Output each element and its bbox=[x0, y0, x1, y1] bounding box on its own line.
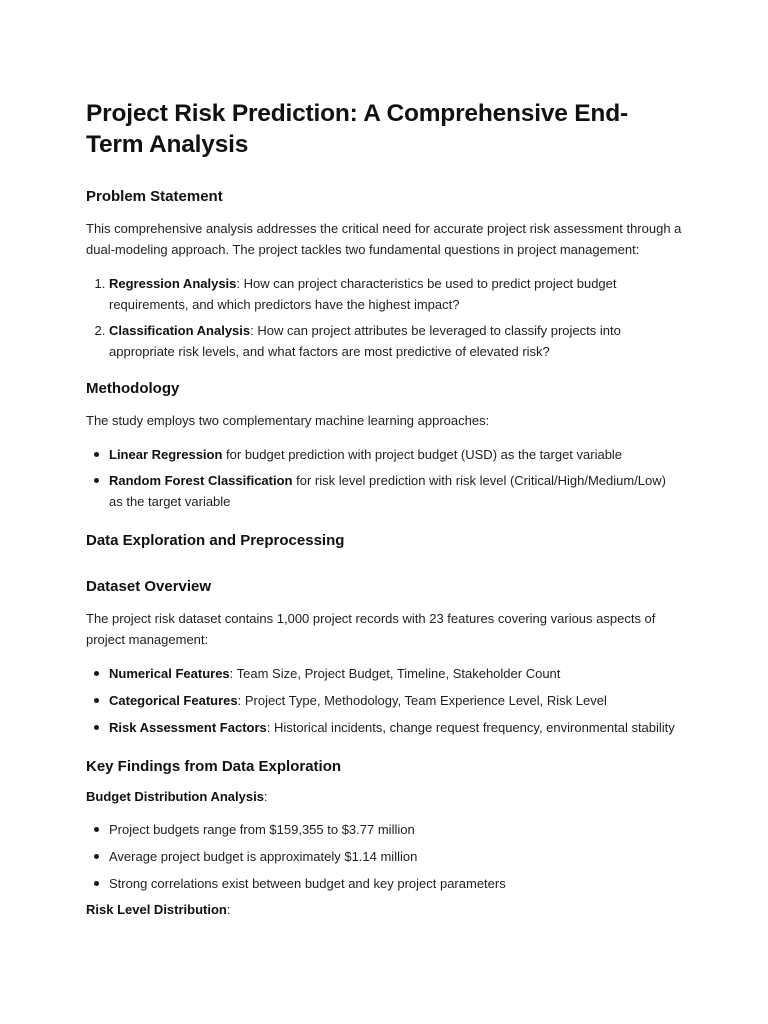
methodology-intro: The study employs two complementary machine learning approaches: bbox=[86, 413, 490, 428]
list-item bbox=[109, 470, 682, 512]
list-item: Project budgets range from $159,355 to $3.77 million bbox=[109, 819, 682, 840]
list-item-text: : Project Type, Methodology, Team Experience Level, Risk Level bbox=[237, 693, 607, 708]
methodology-heading: Methodology bbox=[86, 380, 180, 397]
list-item-term: Numerical Features bbox=[109, 666, 230, 681]
budget-distribution-term: Budget Distribution Analysis bbox=[86, 789, 264, 804]
methodology-list bbox=[86, 444, 682, 512]
list-item-text: : Team Size, Project Budget, Timeline, Stakeholder Count bbox=[229, 666, 561, 681]
key-findings-heading: Key Findings from Data Exploration bbox=[86, 758, 342, 775]
list-item-term: Linear Regression bbox=[109, 447, 223, 462]
list-item-term: Random Forest Classification bbox=[109, 473, 293, 488]
list-item-term: Regression Analysis bbox=[109, 276, 237, 291]
problem-statement-heading: Problem Statement bbox=[86, 188, 223, 205]
budget-distribution-label bbox=[86, 786, 682, 807]
list-item bbox=[109, 663, 682, 684]
list-item-text: : How can project characteristics be used to predict project budget requirements, and which predictors have the highest impact? bbox=[109, 276, 617, 312]
list-item-text: : How can project attributes be leveraged to classify projects into appropriate risk levels, and what factors are most predictive of elevated risk? bbox=[109, 323, 621, 359]
dataset-overview-intro: The project risk dataset contains 1,000 project records with 23 features covering various aspects of project management: bbox=[86, 611, 656, 647]
list-item bbox=[109, 444, 682, 465]
problem-questions-list bbox=[86, 273, 682, 362]
risk-distribution-label bbox=[86, 899, 682, 920]
data-exploration-heading: Data Exploration and Preprocessing bbox=[86, 532, 345, 549]
page-title: Project Risk Prediction: A Comprehensive End-Term Analysis bbox=[86, 100, 628, 158]
problem-statement-intro: This comprehensive analysis addresses the critical need for accurate project risk assessment through a dual-modeling approach. The project tackles two fundamental questions in project management: bbox=[86, 221, 682, 257]
list-item-term: Categorical Features bbox=[109, 693, 238, 708]
dataset-features-list bbox=[86, 663, 682, 738]
budget-findings-list bbox=[86, 819, 682, 894]
dataset-overview-heading: Dataset Overview bbox=[86, 578, 212, 595]
list-item: Strong correlations exist between budget and key project parameters bbox=[109, 873, 682, 894]
risk-distribution-colon: : bbox=[226, 902, 231, 917]
list-item-text: for risk level prediction with risk level (Critical/High/Medium/Low) as the target variable bbox=[109, 473, 666, 509]
list-item-text: : Historical incidents, change request frequency, environmental stability bbox=[266, 720, 675, 735]
list-item-term: Risk Assessment Factors bbox=[109, 720, 267, 735]
list-item bbox=[109, 717, 682, 738]
list-item-text: for budget prediction with project budget (USD) as the target variable bbox=[222, 447, 623, 462]
list-item bbox=[109, 690, 682, 711]
risk-distribution-term: Risk Level Distribution bbox=[86, 902, 227, 917]
list-item bbox=[109, 320, 682, 362]
list-item: Average project budget is approximately $1.14 million bbox=[109, 846, 682, 867]
list-item bbox=[109, 273, 682, 315]
budget-distribution-colon: : bbox=[263, 789, 268, 804]
list-item-term: Classification Analysis bbox=[109, 323, 251, 338]
